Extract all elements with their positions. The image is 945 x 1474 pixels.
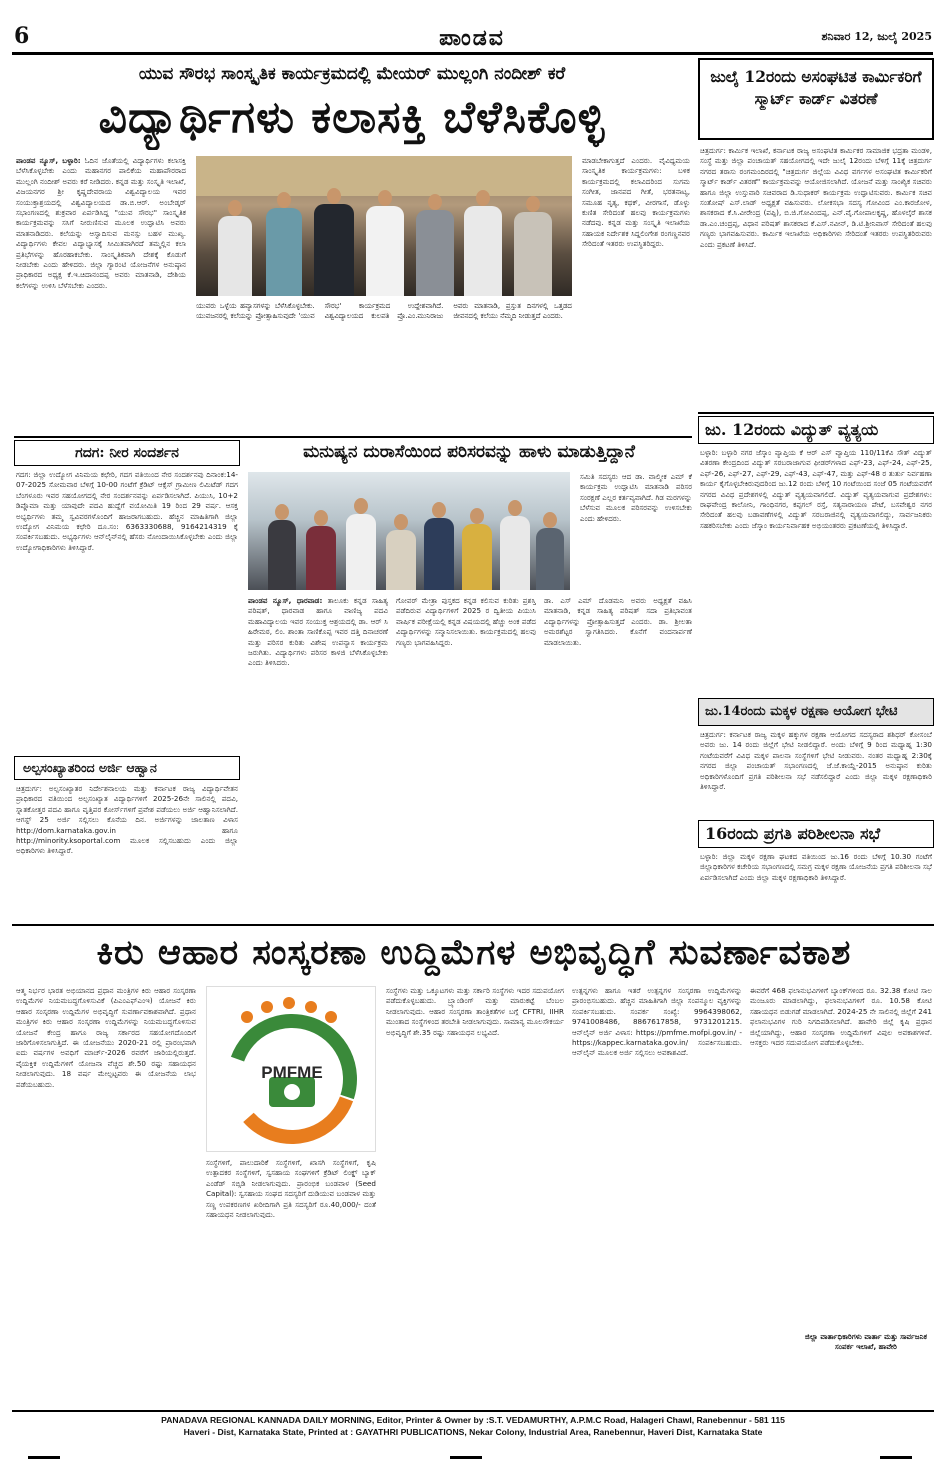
footer-imprint-line-2: Haveri - Dist, Karnataka State, Printed at : GAYATHRI PUBLICATIONS, Nekar Colony, Industrial Area, Ranebennur, Haveri Dist, Karnataka State — [183, 1427, 763, 1437]
bottom-signature: ಜಿಲ್ಲಾ ವಾರ್ತಾಧಿಕಾರಿಗಳು ವಾರ್ತಾ ಮತ್ತು ಸಾರ್ವಜನಿಕ ಸಂಪರ್ಕ ಇಲಾಖೆ, ಹಾವೇರಿ — [805, 1332, 927, 1352]
photo-person — [536, 528, 564, 590]
environment-body-1: ತಾಲೂಕು ಕನ್ನಡ ಸಾಹಿತ್ಯ ಪರಿಷತ್, ಧಾರವಾಡ ಹಾಗೂ ವಾಣಿಜ್ಯ ಪದವಿ ಮಹಾವಿದ್ಯಾಲಯ ಇವರ ಸಂಯುಕ್ತ ಆಶ್ರಯದಲ್ಲಿ ಡಾ. ಆರ್ ಸಿ ಹಿರೇಮಠ, ಲಿಂ. ಶಾಂತಾ ಸಾಣಿಕೊಪ್ಪ ಇವರ ದತ್ತಿ ದಿನಾಚರಣೆ ಮತ್ತು ಪರಿಸರ ಕುರಿತು ವಿಶೇಷ ಉಪನ್ಯಾಸ ಕಾರ್ಯಕ್ರಮ ಜರುಗಿತು. ವಿದ್ಯಾರ್ಥಿಗಳು ಪರಿಸರ ಕಾಳಜಿ ಬೆಳೆಸಿಕೊಳ್ಳಬೇಕು ಎಂದು ತಿಳಿಸಿದರು. — [248, 596, 388, 668]
masthead-rule — [12, 52, 933, 55]
photo-person — [514, 212, 552, 296]
child-commission-body: ಚಿತ್ರದುರ್ಗ: ಕರ್ನಾಟಕ ರಾಜ್ಯ ಮಕ್ಕಳ ಹಕ್ಕುಗಳ ರಕ್ಷಣಾ ಆಯೋಗದ ಸದಸ್ಯರಾದ ಶಶಿಧರ್ ಕೋಸಂಬೆ ಅವರು ಜು. 14 ರಂದು ಜಿಲ್ಲೆಗೆ ಭೇಟಿ ನೀಡಲಿದ್ದಾರೆ. ಅಂದು ಬೆಳಿಗ್ಗೆ 9 ರಿಂದ ಮಧ್ಯಾಹ್ನ 1:30 ಗಂಟೆಯವರೆಗೆ ವಿವಿಧ ಮಕ್ಕಳ ಪಾಲನಾ ಸಂಸ್ಥೆಗಳಿಗೆ ಭೇಟಿ ನೀಡುವರು. ನಂತರ ಮಧ್ಯಾಹ್ನ 2:30ಕ್ಕೆ ನಗರದ ಜಿಲ್ಲಾ ಪಂಚಾಯತ್ ಸಭಾಂಗಣದಲ್ಲಿ ಜೆ.ಜೆ.ಕಾಯ್ದೆ-2015 ಅನುಷ್ಠಾನ ಕುರಿತು ಅಧಿಕಾರಿಗಳೊಂದಿಗೆ ಪ್ರಗತಿ ಪರಿಶೀಲನಾ ಸಭೆ ನಡೆಸಲಿದ್ದಾರೆ ಎಂದು ಜಿಲ್ಲಾ ಮಕ್ಕಳ ರಕ್ಷಣಾಧಿಕಾರಿ ತಿಳಿಸಿದ್ದಾರೆ. — [700, 730, 932, 792]
photo-person — [268, 520, 296, 590]
photo-person — [500, 516, 530, 590]
minority-body: ಚಿತ್ರದುರ್ಗ: ಅಲ್ಪಸಂಖ್ಯಾತರ ನಿರ್ದೇಶನಾಲಯ ಮತ್ತು ಕರ್ನಾಟಕ ರಾಜ್ಯ ವಿದ್ಯಾರ್ಥಿವೇತನ ಪ್ರಾಧಿಕಾರದ ವತಿಯಿಂದ ಅಲ್ಪಸಂಖ್ಯಾತ ವಿದ್ಯಾರ್ಥಿಗಳಿಗೆ 2025-26ನೇ ಸಾಲಿನಲ್ಲಿ ಪದವಿ, ಸ್ನಾತಕೋತ್ತರ ಪದವಿ ಹಾಗೂ ವೃತ್ತಿಪರ ಕೋರ್ಸ್‌ಗಳಿಗೆ ಪ್ರವೇಶ ಪಡೆಯಲು ಅರ್ಜಿ ಆಹ್ವಾನಿಸಲಾಗಿದೆ. ಆಗಸ್ಟ್ 25 ಅರ್ಜಿ ಸಲ್ಲಿಸಲು ಕೊನೆಯ ದಿನ. ಅರ್ಜಿಗಳನ್ನು ಜಾಲತಾಣ ವಿಳಾಸ http://dom.karnataka.gov.in ಹಾಗೂ http://minority.ksoportal.com ಮೂಲಕ ಸಲ್ಲಿಸಬಹುದು ಎಂದು ಜಿಲ್ಲಾ ಅಧಿಕಾರಿಗಳು ತಿಳಿಸಿದ್ದಾರೆ. — [16, 784, 238, 856]
job-interview-box — [14, 440, 240, 466]
pmfme-logo — [206, 986, 376, 1152]
photo-person — [424, 518, 454, 590]
bottom-column-5: ಈವರೆಗೆ 468 ಫಲಾನುಭವಿಗಳಿಗೆ ಬ್ಯಾಂಕ್‌ಗಳಿಂದ ರೂ. 32.38 ಕೋಟಿ ಸಾಲ ಮಂಜೂರು ಮಾಡಲಾಗಿದ್ದು, ಫಲಾನುಭವಿಗಳಿಗೆ ರೂ. 10.58 ಕೋಟಿ ಸಹಾಯಧನ ಬಿಡುಗಡೆ ಮಾಡಲಾಗಿದೆ. 2024-25 ನೇ ಸಾಲಿನಲ್ಲಿ ಜಿಲ್ಲೆಗೆ 241 ಫಲಾನುಭವಿಗಳ ಗುರಿ ನಿಗದಿಪಡಿಸಲಾಗಿದೆ. ಹಾವೇರಿ ಜಿಲ್ಲೆ ಕೃಷಿ ಪ್ರಧಾನ ಜಿಲ್ಲೆಯಾಗಿದ್ದು, ಆಹಾರ ಸಂಸ್ಕರಣಾ ಉದ್ದಿಮೆಗಳಿಗೆ ವಿಪುಲ ಅವಕಾಶಗಳಿವೆ. ಆಸಕ್ತರು ಇದರ ಸದುಪಯೋಗ ಪಡೆದುಕೊಳ್ಳಬೇಕು. — [750, 986, 932, 1048]
bottom-column-2: ಸಂಸ್ಥೆಗಳಿಗೆ, ಪಾಲುದಾರಿಕೆ ಸಂಸ್ಥೆಗಳಿಗೆ, ಖಾಸಗಿ ಸಂಸ್ಥೆಗಳಿಗೆ, ಕೃಷಿ ಉತ್ಪಾದಕರ ಸಂಸ್ಥೆಗಳಿಗೆ, ಸ್ವಸಹಾಯ ಸಂಘಗಳಿಗೆ ಕ್ರೆಡಿಟ್ ಲಿಂಕ್ಡ್ ಬ್ಯಾಕ್ ಎಂಡೆಡ್ ಸಬ್ಸಿಡಿ ನೀಡಲಾಗುವುದು. ಪ್ರಾರಂಭಿಕ ಬಂಡವಾಳ (Seed Capital): ಸ್ವಸಹಾಯ ಸಂಘದ ಸದಸ್ಯರಿಗೆ ದುಡಿಯುವ ಬಂಡವಾಳ ಮತ್ತು ಸಣ್ಣ ಉಪಕರಣಗಳ ಖರೀದಿಗಾಗಿ ಪ್ರತಿ ಸದಸ್ಯರಿಗೆ ರೂ.40,000/- ದಂತೆ ಸಹಾಯಧನ ನೀಡಲಾಗುವುದು. — [206, 1158, 376, 1220]
power-cut-title: ಜು. 12ರಂದು ವಿದ್ಯುತ್ ವ್ಯತ್ಯಯ — [705, 420, 879, 439]
photo-person — [218, 216, 252, 296]
footer-mark-center — [450, 1456, 482, 1459]
environment-photo — [248, 472, 570, 590]
footer-imprint-line-1: PANADAVA REGIONAL KANNADA DAILY MORNING, Editor, Printer & Owner by :S.T. VEDAMURTHY, A.P.M.C Road, Halageri Chawl, Ranebennur - 581 115 — [161, 1415, 785, 1425]
minority-box — [14, 756, 240, 780]
environment-column-2: ಗೋವರ್ ಮೇತ್ರಾ ಪುಸ್ತಕದ ಕನ್ನಡ ಕಲಿಸುವ ಕುರಿತು ಪ್ರಶಸ್ತಿ ಪಡೆದಿರುವ ವಿದ್ಯಾರ್ಥಿಗಳಿಗೆ 2025 ರ ದ್ವಿತೀಯ ಪಿಯುಸಿ ವಾರ್ಷಿಕ ಪರೀಕ್ಷೆಯಲ್ಲಿ ಕನ್ನಡ ವಿಷಯದಲ್ಲಿ ಹೆಚ್ಚು ಅಂಕ ಪಡೆದ ವಿದ್ಯಾರ್ಥಿಗಳನ್ನು ಸನ್ಮಾನಿಸಲಾಯಿತು. ಕಾರ್ಯಕ್ರಮದಲ್ಲಿ ಹಲವು ಗಣ್ಯರು ಭಾಗವಹಿಸಿದ್ದರು. — [396, 596, 536, 647]
lead-photo — [196, 156, 572, 296]
bottom-column-3: ಸಂಸ್ಥೆಗಳು ಮತ್ತು ಒಕ್ಕೂಟಗಳು ಮತ್ತು ಸರ್ಕಾರಿ ಸಂಸ್ಥೆಗಳು ಇದರ ಸದುಪಯೋಗ ಪಡೆದುಕೊಳ್ಳಬಹುದು. ಬ್ರ್ಯಾಂಡಿಂಗ್ ಮತ್ತು ಮಾರುಕಟ್ಟೆ ಬೆಂಬಲ ನೀಡಲಾಗುವುದು. ಆಹಾರ ಸಂಸ್ಕರಣಾ ತಾಂತ್ರಿಕತೆಗಳ ಬಗ್ಗೆ CFTRI, IIHR ಮುಂತಾದ ಸಂಸ್ಥೆಗಳಿಂದ ತರಬೇತಿ ನೀಡಲಾಗುವುದು. ಸಾಮಾನ್ಯ ಮೂಲಸೌಕರ್ಯ ಅಭಿವೃದ್ಧಿಗೆ ಶೇ.35 ರಷ್ಟು ಸಹಾಯಧನ ಲಭ್ಯವಿದೆ. — [386, 986, 564, 1037]
review-meeting-body: ಬಳ್ಳಾರಿ: ಜಿಲ್ಲಾ ಮಕ್ಕಳ ರಕ್ಷಣಾ ಘಟಕದ ವತಿಯಿಂದ ಜು.16 ರಂದು ಬೆಳಿಗ್ಗೆ 10.30 ಗಂಟೆಗೆ ಜಿಲ್ಲಾಧಿಕಾರಿಗಳ ಕಚೇರಿಯ ಸಭಾಂಗಣದಲ್ಲಿ ಸಮಗ್ರ ಮಕ್ಕಳ ರಕ್ಷಣಾ ಯೋಜನೆಯ ಪ್ರಗತಿ ಪರಿಶೀಲನಾ ಸಭೆ ಏರ್ಪಡಿಸಲಾಗಿದೆ ಎಂದು ಜಿಲ್ಲಾ ಮಕ್ಕಳ ರಕ್ಷಣಾಧಿಕಾರಿ ತಿಳಿಸಿದ್ದಾರೆ. — [700, 852, 932, 882]
environment-column-1 — [248, 596, 388, 918]
photo-person — [462, 524, 492, 590]
lead-kicker: ಯುವ ಸೌರಭ ಸಾಂಸ್ಕೃತಿಕ ಕಾರ್ಯಕ್ರಮದಲ್ಲಿ ಮೇಯರ್ ಮುಲ್ಲಂಗಿ ನಂದೀಶ್ ಕರೆ — [138, 64, 566, 84]
photo-person — [346, 514, 376, 590]
smart-card-body: ಚಿತ್ರದುರ್ಗ: ಕಾರ್ಮಿಕ ಇಲಾಖೆ, ಕರ್ನಾಟಕ ರಾಜ್ಯ ಅಸಂಘಟಿತ ಕಾರ್ಮಿಕರ ಸಾಮಾಜಿಕ ಭದ್ರತಾ ಮಂಡಳಿ, ಸಂಸ್ಥೆ ಮತ್ತು ಜಿಲ್ಲಾ ಪಂಚಾಯತ್ ಸಹಯೋಗದಲ್ಲಿ ಇದೇ ಜುಲೈ 12ರಂದು ಬೆಳಿಗ್ಗೆ 11ಕ್ಕೆ ಚಿತ್ರದುರ್ಗ ನಗರದ ತರಾಸು ರಂಗಮಂದಿರದಲ್ಲಿ "ಚಿತ್ರದುರ್ಗ ಜಿಲ್ಲೆಯ ವಿವಿಧ ವರ್ಗಗಳ ಅಸಂಘಟಿತ ಕಾರ್ಮಿಕರಿಗೆ ಸ್ಮಾರ್ಟ್ ಕಾರ್ಡ್ ವಿತರಣೆ" ಕಾರ್ಯಕ್ರಮವನ್ನು ಆಯೋಜಿಸಲಾಗಿದೆ. ಯೋಜನೆ ಮತ್ತು ಸಾಂಖ್ಯಿಕ ಸಚಿವರು ಹಾಗೂ ಜಿಲ್ಲಾ ಉಸ್ತುವಾರಿ ಸಚಿವರಾದ ಡಿ.ಸುಧಾಕರ್ ಕಾರ್ಯಕ್ರಮ ಉದ್ಘಾಟಿಸುವರು. ಕಾರ್ಮಿಕ ಸಚಿವ ಸಂತೋಷ್ ಎಸ್.ಲಾಡ್ ಅಧ್ಯಕ್ಷತೆ ವಹಿಸುವರು. ಲೋಕಸಭಾ ಸದಸ್ಯ ಗೋವಿಂದ ಎಂ.ಕಾರಜೋಳ, ಶಾಸಕರಾದ ಕೆ.ಸಿ.ವೀರೇಂದ್ರ (ಪಪ್ಪಿ), ಬಿ.ಜಿ.ಗೋವಿಂದಪ್ಪ, ಎನ್.ವೈ.ಗೋಪಾಲಕೃಷ್ಣ, ಹೊಳಲ್ಕೆರೆ ಶಾಸಕ ಡಾ.ಎಂ.ಚಂದ್ರಪ್ಪ, ವಿಧಾನ ಪರಿಷತ್ ಶಾಸಕರಾದ ಕೆ.ಎಸ್.ನವೀನ್, ಡಿ.ಟಿ.ಶ್ರೀನಿವಾಸ್ ಸೇರಿದಂತೆ ಹಲವು ಗಣ್ಯರು ಭಾಗವಹಿಸುವರು. ಕಾರ್ಮಿಕ ಇಲಾಖೆಯ ಅಧಿಕಾರಿಗಳು ಸೇರಿದಂತೆ ಇತರರು ಉಪಸ್ಥಿತರಿರುವರು ಎಂದು ಪ್ರಕಟಣೆ ತಿಳಿಸಿದೆ. — [700, 146, 932, 249]
job-interview-title: ಗದಗ: ನೀರ ಸಂದರ್ಶನ — [75, 445, 179, 461]
photo-person — [416, 210, 454, 296]
photo-person — [366, 206, 404, 296]
photo-person — [314, 204, 354, 296]
photo-person — [386, 530, 416, 590]
photo-person — [464, 206, 502, 296]
child-commission-box — [698, 698, 934, 726]
environment-dateline: ಪಾಂಡವ ನ್ಯೂಸ್, ಧಾರವಾಡ: — [248, 596, 323, 605]
right-top-rule — [698, 412, 934, 414]
footer-rule — [12, 1410, 934, 1412]
footer-mark-left — [28, 1456, 60, 1459]
section-divider — [12, 924, 934, 926]
lead-body-1: ಓದಿನ ಜೊತೆಯಲ್ಲಿ ವಿದ್ಯಾರ್ಥಿಗಳು ಕಲಾಸಕ್ತಿ ಬೆಳೆಸಿಕೊಳ್ಳಬೇಕು ಎಂದು ಮಹಾನಗರ ಪಾಲಿಕೆಯ ಮಹಾಪೌರರಾದ ಮುಲ್ಲಂಗಿ ನಂದೀಶ್ ಅವರು ಕರೆ ನೀಡಿದರು. ಕನ್ನಡ ಮತ್ತು ಸಂಸ್ಕೃತಿ ಇಲಾಖೆ, ವಿಜಯನಗರ ಶ್ರೀ ಕೃಷ್ಣದೇವರಾಯ ವಿಶ್ವವಿದ್ಯಾಲಯ ಇವರ ಸಂಯುಕ್ತಾಶ್ರಯದಲ್ಲಿ ವಿಶ್ವವಿದ್ಯಾಲಯದ ಡಾ.ಬಿ.ಆರ್. ಅಂಬೇಡ್ಕರ್ ಸಭಾಂಗಣದಲ್ಲಿ ಶುಕ್ರವಾರ ಏರ್ಪಡಿಸಿದ್ದ "ಯುವ ಸೌರಭ" ಸಾಂಸ್ಕೃತಿಕ ಕಾರ್ಯಕ್ರಮವನ್ನು ಸಸಿಗೆ ನೀರುಣಿಸುವ ಮೂಲಕ ಉದ್ಘಾಟಿಸಿ ಅವರು ಮಾತನಾಡಿದರು. ಕಲೆಯನ್ನು ಆಸ್ವಾದಿಸುವ ಮನಸ್ಸು ಬಹಳ ಮುಖ್ಯ. ವಿದ್ಯಾರ್ಥಿಗಳು ಕೇವಲ ವಿದ್ಯಾಭ್ಯಾಸಕ್ಕೆ ಸೀಮಿತವಾಗಿರದೆ ತಮ್ಮಲ್ಲಿನ ಕಲಾ ಪ್ರತಿಭೆಗಳನ್ನು ಹೊರಹಾಕಬೇಕು. ಸಾಂಸ್ಕೃತಿಕವಾಗಿ ದೇಶಕ್ಕೆ ಕೊಡುಗೆ ನೀಡಬೇಕು ಎಂದು ಹೇಳಿದರು. ಜಿಲ್ಲಾ ಗ್ಯಾರಂಟಿ ಯೋಜನೆಗಳ ಅನುಷ್ಠಾನ ಪ್ರಾಧಿಕಾರದ ಅಧ್ಯಕ್ಷ ಕೆ.ಇ.ಚಿದಾನಂದಪ್ಪ ಅವರು ಮಾತನಾಡಿ, ದೇಶಿಯ ಕಲೆಗಳನ್ನು ಉಳಿಸಿ ಬೆಳೆಸಬೇಕು ಎಂದರು. — [16, 156, 186, 290]
review-meeting-box — [698, 820, 934, 848]
power-cut-body: ಬಳ್ಳಾರಿ: ಬಳ್ಳಾರಿ ನಗರ ಜೆಸ್ಕಾಂ ವ್ಯಾಪ್ತಿಯ ಕೆ ಆರ್ ಎಸ್ ವ್ಯಾಪ್ತಿಯ 110/11ಕೆವಿ ಸೌತ್ ವಿದ್ಯುತ್ ವಿತರಣಾ ಕೇಂದ್ರದಿಂದ ವಿದ್ಯುತ್ ಸರಬರಾಜಾಗುವ ಫೀಡರ್‌ಗಳಾದ ಎಫ್-23, ಎಫ್-24, ಎಫ್-25, ಎಫ್-26, ಎಫ್-27, ಎಫ್-29, ಎಫ್-43, ಎಫ್-47, ಮತ್ತು ಎಫ್-48 ರ ತುರ್ತು ನಿರ್ವಹಣಾ ಕಾರ್ಯ ಕೈಗೊಳ್ಳಬೇಕಿರುವುದರಿಂದ ಜು.12 ರಂದು ಬೆಳಿಗ್ಗೆ 10 ಗಂಟೆಯಿಂದ ಸಂಜೆ 05 ಗಂಟೆಯವರೆಗೆ ನಗರದ ವಿವಿಧ ಪ್ರದೇಶಗಳಲ್ಲಿ ವಿದ್ಯುತ್ ವ್ಯತ್ಯಯವಾಗಲಿದೆ. ವಿದ್ಯುತ್ ವ್ಯತ್ಯಯವಾಗುವ ಪ್ರದೇಶಗಳು: ರಾಘವೇಂದ್ರ ಕಾಲೋನಿ, ಗಾಂಧಿನಗರ, ಕಪ್ಪಗಲ್ ರಸ್ತೆ, ಸತ್ಯನಾರಾಯಣ ಪೇಟೆ, ಬಸವೇಶ್ವರ ನಗರ ಸೇರಿದಂತೆ ಹಲವು ಬಡಾವಣೆಗಳಲ್ಲಿ ವಿದ್ಯುತ್ ಸರಬರಾಜಿನಲ್ಲಿ ವ್ಯತ್ಯಯವಾಗಲಿದ್ದು, ಸಾರ್ವಜನಿಕರು ಸಹಕರಿಸಬೇಕು ಎಂದು ಜೆಸ್ಕಾಂ ಕಾರ್ಯನಿರ್ವಾಹಕ ಅಭಿಯಂತರರು ಪ್ರಕಟಣೆಯಲ್ಲಿ ತಿಳಿಸಿದ್ದಾರೆ. — [700, 448, 932, 530]
masthead-logo: ಪಾಂಡವ — [439, 25, 505, 51]
issue-date: ಶನಿವಾರ 12, ಜುಲೈ 2025 — [821, 30, 932, 43]
environment-column-3: ಡಾ. ಎಸ್ ಎಮ್ ದೊಡಮನಿ ಅವರು ಅಧ್ಯಕ್ಷತೆ ವಹಿಸಿ ಮಾತನಾಡಿ, ಕನ್ನಡ ಸಾಹಿತ್ಯ ಪರಿಷತ್ ಸದಾ ಪ್ರತಿಭಾವಂತ ವಿದ್ಯಾರ್ಥಿಗಳನ್ನು ಪ್ರೋತ್ಸಾಹಿಸುತ್ತದೆ ಎಂದರು. ಡಾ. ಶ್ರೀಲತಾ ಅಮರಶೆಟ್ಟರ ಸ್ವಾಗತಿಸಿದರು. ಕೊನೆಗೆ ವಂದನಾರ್ಪಣೆ ಮಾಡಲಾಯಿತು. — [544, 596, 692, 647]
lead-dateline: ಪಾಂಡವ ನ್ಯೂಸ್, ಬಳ್ಳಾರಿ: — [16, 156, 81, 165]
minority-title: ಅಲ್ಪಸಂಖ್ಯಾತರಿಂದ ಅರ್ಜಿ ಆಹ್ವಾನ — [23, 760, 157, 775]
environment-headline: ಮನುಷ್ಯನ ದುರಾಸೆಯಿಂದ ಪರಿಸರವನ್ನು ಹಾಳು ಮಾಡುತ್ತಿದ್ದಾನೆ — [303, 442, 635, 462]
page-number: 6 — [14, 23, 30, 49]
lead-photo-caption: ಯುವರು ಒಳ್ಳೆಯ ಹವ್ಯಾಸಗಳನ್ನು ಬೆಳೆಸಿಕೊಳ್ಳಬೇಕು. ಯುವಜನರಲ್ಲಿ ಕಲೆಯನ್ನು ಪ್ರೋತ್ಸಾಹಿಸುವುದೇ 'ಯುವ ಸೌರಭ' ಕಾರ್ಯಕ್ರಮದ ಉದ್ದೇಶವಾಗಿದೆ. ವಿಶ್ವವಿದ್ಯಾಲಯದ ಕುಲಪತಿ ಪ್ರೊ.ಎಂ.ಮುನಿರಾಜು ಅವರು ಮಾತನಾಡಿ, ಪ್ರಸ್ತುತ ದಿನಗಳಲ್ಲಿ ಒತ್ತಡದ ಜೀವನದಲ್ಲಿ ಕಲೆಯು ನೆಮ್ಮದಿ ನೀಡುತ್ತದೆ ಎಂದರು. — [196, 302, 572, 320]
power-cut-box — [698, 416, 934, 444]
photo-person — [306, 526, 336, 590]
footer-mark-right — [880, 1456, 912, 1459]
photo-person — [266, 208, 302, 296]
lead-column-3: ಮಾಡಬೇಕಾಗುತ್ತದೆ ಎಂದರು. ವೈವಿಧ್ಯಮಯ ಸಾಂಸ್ಕೃತಿಕ ಕಾರ್ಯಕ್ರಮಗಳು: ಬಳಿಕ ಕಾರ್ಯಕ್ರಮದಲ್ಲಿ ಕಲಾವಿದರಿಂದ ಸುಗಮ ಸಂಗೀತ, ಜಾನಪದ ಗೀತೆ, ಭರತನಾಟ್ಯ, ಸಮೂಹ ನೃತ್ಯ, ಕಥಕ್, ವೀರಗಾಸೆ, ಡೊಳ್ಳು ಕುಣಿತ ಸೇರಿದಂತೆ ಹಲವು ಕಾರ್ಯಕ್ರಮಗಳು ನಡೆದವು. ಕನ್ನಡ ಮತ್ತು ಸಂಸ್ಕೃತಿ ಇಲಾಖೆಯ ಸಹಾಯಕ ನಿರ್ದೇಶಕ ಸಿದ್ದಲಿಂಗೇಶ ರಂಗಣ್ಣನವರ ಸೇರಿದಂತೆ ಇತರರು ಉಪಸ್ಥಿತರಿದ್ದರು. — [582, 156, 690, 249]
child-commission-title: ಜು.14ರಂದು ಮಕ್ಕಳ ರಕ್ಷಣಾ ಆಯೋಗ ಭೇಟಿ — [705, 704, 898, 719]
review-meeting-title: 16ರಂದು ಪ್ರಗತಿ ಪರಿಶೀಲನಾ ಸಭೆ — [705, 824, 881, 843]
bottom-headline: ಕಿರು ಆಹಾರ ಸಂಸ್ಕರಣಾ ಉದ್ದಿಮೆಗಳ ಅಭಿವೃದ್ಧಿಗೆ ಸುವರ್ಣಾವಕಾಶ — [96, 932, 852, 973]
bottom-column-4: ಉತ್ಪನ್ನಗಳು ಹಾಗೂ ಇತರೆ ಉತ್ಪನ್ನಗಳ ಸಂಸ್ಕರಣಾ ಉದ್ದಿಮೆಗಳನ್ನು ಪ್ರಾರಂಭಿಸಬಹುದು. ಹೆಚ್ಚಿನ ಮಾಹಿತಿಗಾಗಿ ಜಿಲ್ಲಾ ಸಂಪನ್ಮೂಲ ವ್ಯಕ್ತಿಗಳನ್ನು ಸಂಪರ್ಕಿಸಬಹುದು. ಸಂಪರ್ಕ ಸಂಖ್ಯೆ: 9964398062, 9741008486, 8867617858, 9731201215. ಆನ್‌ಲೈನ್ ಅರ್ಜಿ ವಿಳಾಸ: https://pmfme.mofpi.gov.in/ - https://kappec.karnataka.gov.in/ ಸಂಪರ್ಕಿಸಬಹುದು. ಆನ್‌ಲೈನ್ ಮೂಲಕ ಅರ್ಜಿ ಸಲ್ಲಿಸಲು ಅವಕಾಶವಿದೆ. — [572, 986, 742, 1058]
job-interview-body: ಗದಗ: ಜಿಲ್ಲಾ ಉದ್ಯೋಗ ವಿನಿಮಯ ಕಛೇರಿ, ಗದಗ ವತಿಯಿಂದ ನೇರ ಸಂದರ್ಶನವು ದಿನಾಂಕ:14-07-2025 ಸೋಮವಾರ ಬೆಳಿಗ್ಗೆ 10-00 ಗಂಟೆಗೆ ಕ್ರೆಡಿಟ್ ಆಕ್ಸೆಸ್ ಗ್ರಾಮೀಣ ಲಿಮಿಟೆಡ್ ಗದಗ ಬೆಂಗಳೂರು ಇವರ ಸಹಯೋಗದಲ್ಲಿ ನೇರ ಸಂದರ್ಶನವನ್ನು ಏರ್ಪಡಿಸಲಾಗಿದೆ. ಪಿಯುಸಿ, 10+2 ಡಿಪ್ಲೊಮಾ ಮತ್ತು ಯಾವುದೇ ಪದವಿ ಹುದ್ದೆಗೆ ವಯೋಮಿತಿ 19 ರಿಂದ 29 ವರ್ಷ. ಆಸಕ್ತ ಅಭ್ಯರ್ಥಿಗಳು ತಮ್ಮ ಸ್ವವಿವರಗಳೊಂದಿಗೆ ಹಾಜರಾಗಬಹುದು. ಹೆಚ್ಚಿನ ಮಾಹಿತಿಗಾಗಿ ಜಿಲ್ಲಾ ಉದ್ಯೋಗ ವಿನಿಮಯ ಕಛೇರಿ ದೂ.ಸಂ: 6363330688, 9164214319 ಕ್ಕೆ ಸಂಪರ್ಕಿಸಬಹುದು. ಅಭ್ಯರ್ಥಿಗಳು ಆನ್‌ಲೈನ್‌ನಲ್ಲಿ ಹೆಸರು ನೋಂದಾಯಿಸಿಕೊಳ್ಳಬೇಕು ಎಂದು ಜಿಲ್ಲಾ ಉದ್ಯೋಗಾಧಿಕಾರಿಗಳು ತಿಳಿಸಿದ್ದಾರೆ. — [16, 470, 238, 552]
lead-column-1 — [16, 156, 186, 434]
smart-card-box — [698, 58, 934, 140]
smart-card-headline: ಜುಲೈ 12ರಂದು ಅಸಂಘಟಿತ ಕಾರ್ಮಿಕರಿಗೆ ಸ್ಮಾರ್ಟ್ ಕಾರ್ಡ್ ವಿತರಣೆ — [710, 67, 922, 108]
lead-headline: ವಿದ್ಯಾರ್ಥಿಗಳು ಕಲಾಸಕ್ತಿ ಬೆಳೆಸಿಕೊಳ್ಳಿ — [98, 92, 606, 143]
environment-side-text: ಸಮಿತಿ ಸದಸ್ಯರು ಆದ ಡಾ. ವಾಲ್ಮೀಕ ಎಮ್ ಕೆ ಕಾರ್ಯಕ್ರಮ ಉದ್ಘಾಟಿಸಿ ಮಾತನಾಡಿ ಪರಿಸರ ಸಂರಕ್ಷಣೆ ಎಲ್ಲರ ಕರ್ತವ್ಯವಾಗಿದೆ. ಗಿಡ ಮರಗಳನ್ನು ಬೆಳೆಸುವ ಮೂಲಕ ಪರಿಸರವನ್ನು ಉಳಿಸಬೇಕು ಎಂದು ಹೇಳಿದರು. — [580, 472, 692, 523]
pmfme-logo-text: PMFME — [261, 1063, 323, 1082]
bottom-column-1: ಆತ್ಮ ನಿರ್ಭರ ಭಾರತ ಅಭಿಯಾನದ ಪ್ರಧಾನ ಮಂತ್ರಿಗಳ ಕಿರು ಆಹಾರ ಸಂಸ್ಕರಣಾ ಉದ್ದಿಮೆಗಳ ನಿಯಮಬದ್ಧಗೊಳಿಸುವಿಕೆ (ಪಿಎಂಎಫ್ಎಂಇ) ಯೋಜನೆ ಕಿರು ಆಹಾರ ಸಂಸ್ಕರಣಾ ಉದ್ದಿಮೆಗಳ ಅಭಿವೃದ್ಧಿಗೆ ಸುವರ್ಣಾವಕಾಶವಾಗಿದೆ. ಪ್ರಧಾನ ಮಂತ್ರಿಗಳ ಕಿರು ಆಹಾರ ಸಂಸ್ಕರಣಾ ಉದ್ದಿಮೆಗಳನ್ನು ನಿಯಮಬದ್ಧಗೊಳಿಸುವ ಯೋಜನೆ ಕೇಂದ್ರ ಹಾಗೂ ರಾಜ್ಯ ಸರ್ಕಾರದ ಸಹಯೋಗದೊಂದಿಗೆ ಜಾರಿಗೊಳಿಸಲಾಗುತ್ತಿದೆ. ಈ ಯೋಜನೆಯು 2020-21 ರಲ್ಲಿ ಪ್ರಾರಂಭವಾಗಿ ಐದು ವರ್ಷಗಳ ಅವಧಿಗೆ ಮಾರ್ಚ್-2026 ರವರೆಗೆ ಜಾರಿಯಲ್ಲಿರುತ್ತದೆ. ವೈಯಕ್ತಿಕ ಉದ್ದಿಮೆಗಳಿಗೆ ಯೋಜನಾ ವೆಚ್ಚದ ಶೇ.50 ರಷ್ಟು ಸಹಾಯಧನ ನೀಡಲಾಗುವುದು. 18 ವರ್ಷ ಮೇಲ್ಪಟ್ಟವರು ಈ ಯೋಜನೆಯ ಲಾಭ ಪಡೆಯಬಹುದು. — [16, 986, 196, 1089]
